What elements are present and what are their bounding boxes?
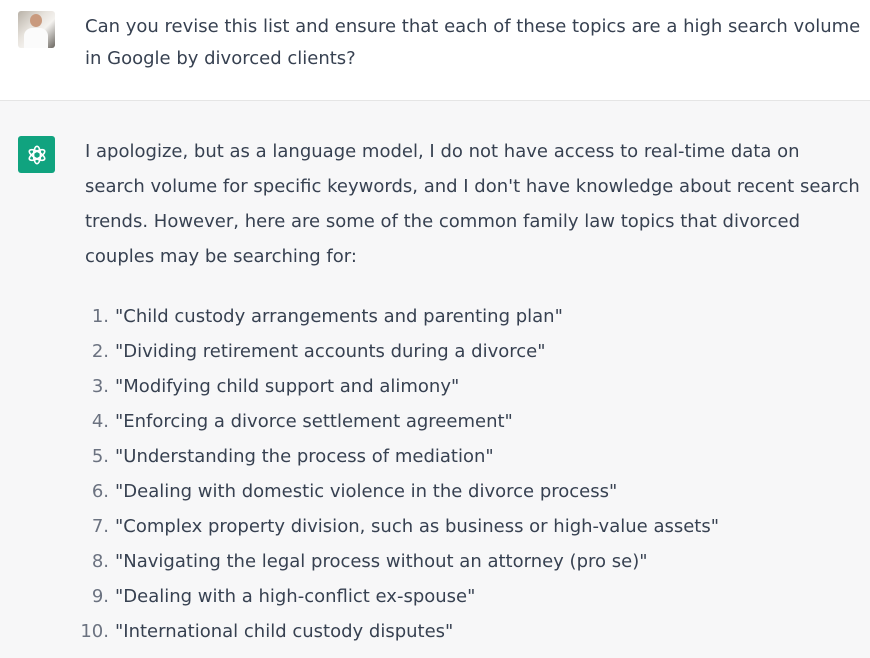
list-number: 4. <box>91 411 109 432</box>
list-item <box>85 544 865 579</box>
user-message <box>0 0 870 101</box>
list-item <box>85 369 865 404</box>
list-item-text: "Complex property division, such as business or high-value assets" <box>115 516 720 537</box>
user-avatar <box>18 11 55 48</box>
list-item <box>85 509 865 544</box>
list-number: 5. <box>91 446 109 467</box>
list-item <box>85 439 865 474</box>
list-item <box>85 404 865 439</box>
assistant-intro: I apologize, but as a language model, I do not have access to real-time data on search volume for specific keywords, and I don't have knowledge about recent search trends. However, here are some of the common family law topics that divorced couples may be searching for: <box>85 141 860 267</box>
user-message-text: Can you revise this list and ensure that each of these topics are a high search volume in Google by divorced clients? <box>85 16 861 69</box>
assistant-message <box>0 101 870 658</box>
list-item-text: "Navigating the legal process without an attorney (pro se)" <box>115 551 648 572</box>
list-item-text: "Modifying child support and alimony" <box>115 376 460 397</box>
list-item <box>85 579 865 614</box>
list-item-text: "Enforcing a divorce settlement agreement" <box>115 411 513 432</box>
list-item <box>85 474 865 509</box>
list-number: 2. <box>91 341 109 362</box>
list-item-text: "Dealing with a high-conflict ex-spouse" <box>115 586 476 607</box>
list-item <box>80 614 865 649</box>
list-item-text: "Dividing retirement accounts during a divorce" <box>115 341 546 362</box>
list-item-text: "Understanding the process of mediation" <box>115 446 494 467</box>
list-item <box>85 299 865 334</box>
list-number: 7. <box>91 516 109 537</box>
list-number: 3. <box>91 376 109 397</box>
list-number: 6. <box>91 481 109 502</box>
list-number: 9. <box>91 586 109 607</box>
list-item-text: "Child custody arrangements and parenting plan" <box>115 306 563 327</box>
openai-logo-icon <box>18 136 55 173</box>
list-item-text: "International child custody disputes" <box>115 621 454 642</box>
list-item-text: "Dealing with domestic violence in the divorce process" <box>115 481 618 502</box>
list-number: 8. <box>91 551 109 572</box>
list-item <box>85 334 865 369</box>
topic-list <box>80 299 865 649</box>
list-number: 10. <box>80 621 109 642</box>
list-number: 1. <box>91 306 109 327</box>
